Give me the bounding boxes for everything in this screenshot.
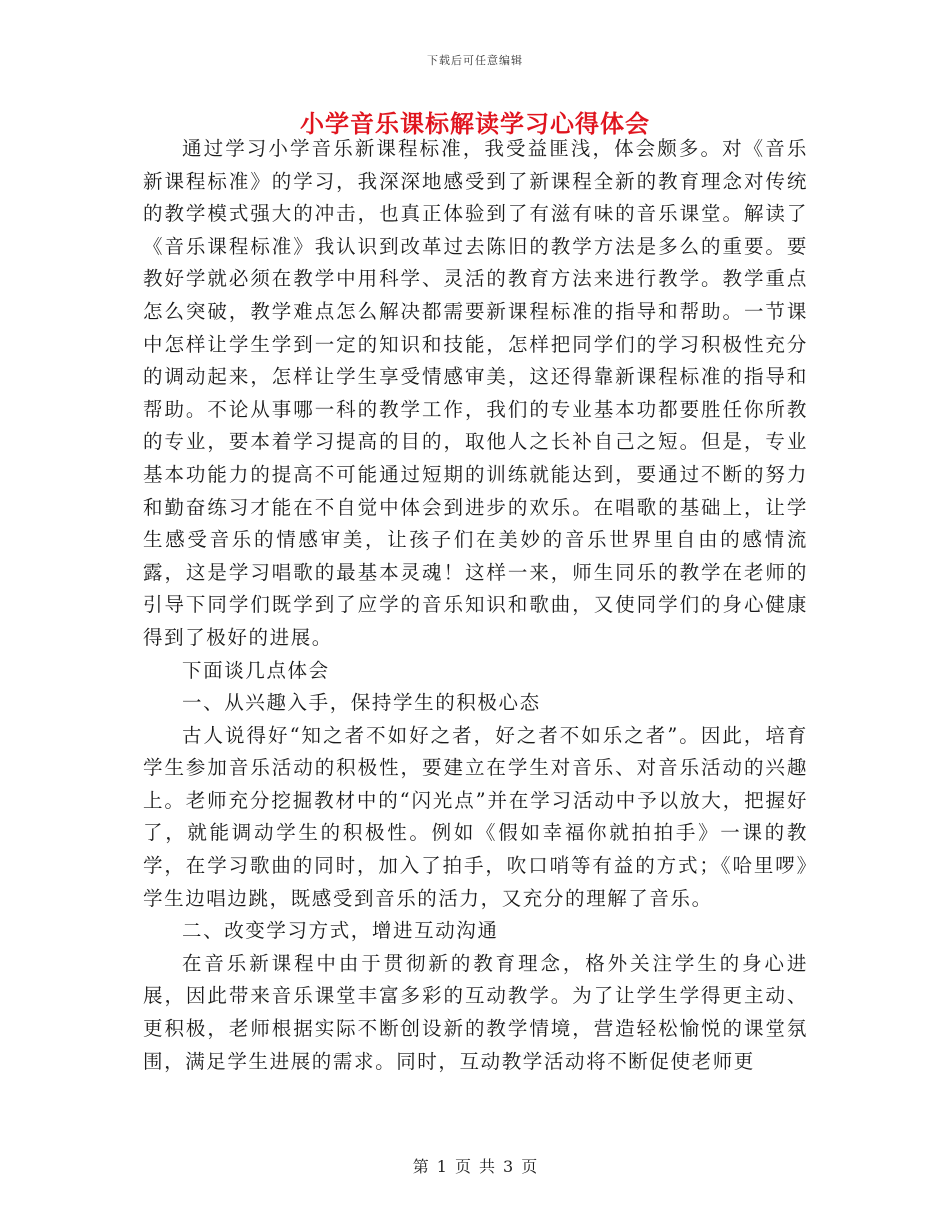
paragraph-section-1: 古人说得好“知之者不如好之者，好之者不如乐之者”。因此，培育学生参加音乐活动的积极性，要建立在学生对音乐、对音乐活动的兴趣上。老师充分挖掘教材中的“闪光点”并在学习活动中予以放大，把握好了，就能调动学生的积极性。例如《假如幸福你就拍拍手》一课的教学，在学习歌曲的同时，加入了拍手，吹口哨等有益的方式；《哈里啰》学生边唱边跳，既感受到音乐的活力，又充分的理解了音乐。 <box>143 723 808 910</box>
page-footer <box>0 1154 950 1177</box>
page-header-note: 下载后可任意编辑 <box>427 54 523 67</box>
paragraph-intro: 通过学习小学音乐新课程标准，我受益匪浅，体会颇多。对《音乐新课程标准》的学习，我深深地感受到了新课程全新的教育理念对传统的教学模式强大的冲击，也真正体验到了有滋有味的音乐课堂。解读了《音乐课程标准》我认识到改革过去陈旧的教学方法是多么的重要。要教好学就必须在教学中用科学、灵活的教育方法来进行教学。教学重点怎么突破，教学难点怎么解决都需要新课程标准的指导和帮助。一节课中怎样让学生学到一定的知识和技能，怎样把同学们的学习积极性充分的调动起来，怎样让学生享受情感审美，这还得靠新课程标准的指导和帮助。不论从事哪一科的教学工作，我们的专业基本功都要胜任你所教的专业，要本着学习提高的目的，取他人之长补自己之短。但是，专业基本功能力的提高不可能通过短期的训练就能达到，要通过不断的努力和勤奋练习才能在不自觉中体会到进步的欢乐。在唱歌的基础上，让学生感受音乐的情感审美，让孩子们在美妙的音乐世界里自由的感情流露，这是学习唱歌的最基本灵魂！这样一来，师生同乐的教学在老师的引导下同学们既学到了应学的音乐知识和歌曲，又使同学们的身心健康得到了极好的进展。 <box>143 137 808 649</box>
section-heading-2: 二、改变学习方式，增进互动沟通 <box>182 919 499 943</box>
document-title: 小学音乐课标解读学习心得体会 <box>300 109 650 138</box>
document-body <box>143 133 808 1078</box>
footer-label-total: 共 <box>479 1157 496 1176</box>
footer-total-pages: 3 <box>503 1157 514 1176</box>
paragraph-lead-in: 下面谈几点体会 <box>182 658 330 682</box>
paragraph-section-2: 在音乐新课程中由于贯彻新的教育理念，格外关注学生的身心进展，因此带来音乐课堂丰富多彩的互动教学。为了让学生学得更主动、更积极，老师根据实际不断创设新的教学情境，营造轻松愉悦的课堂氛围，满足学生进展的需求。同时，互动教学活动将不断促使老师更 <box>143 951 808 1073</box>
section-heading-1: 一、从兴趣入手，保持学生的积极心态 <box>182 691 541 715</box>
footer-current-page: 1 <box>436 1157 447 1176</box>
footer-label-unit: 页 <box>454 1157 471 1176</box>
footer-label-page: 第 <box>412 1157 429 1176</box>
footer-label-unit2: 页 <box>521 1157 538 1176</box>
